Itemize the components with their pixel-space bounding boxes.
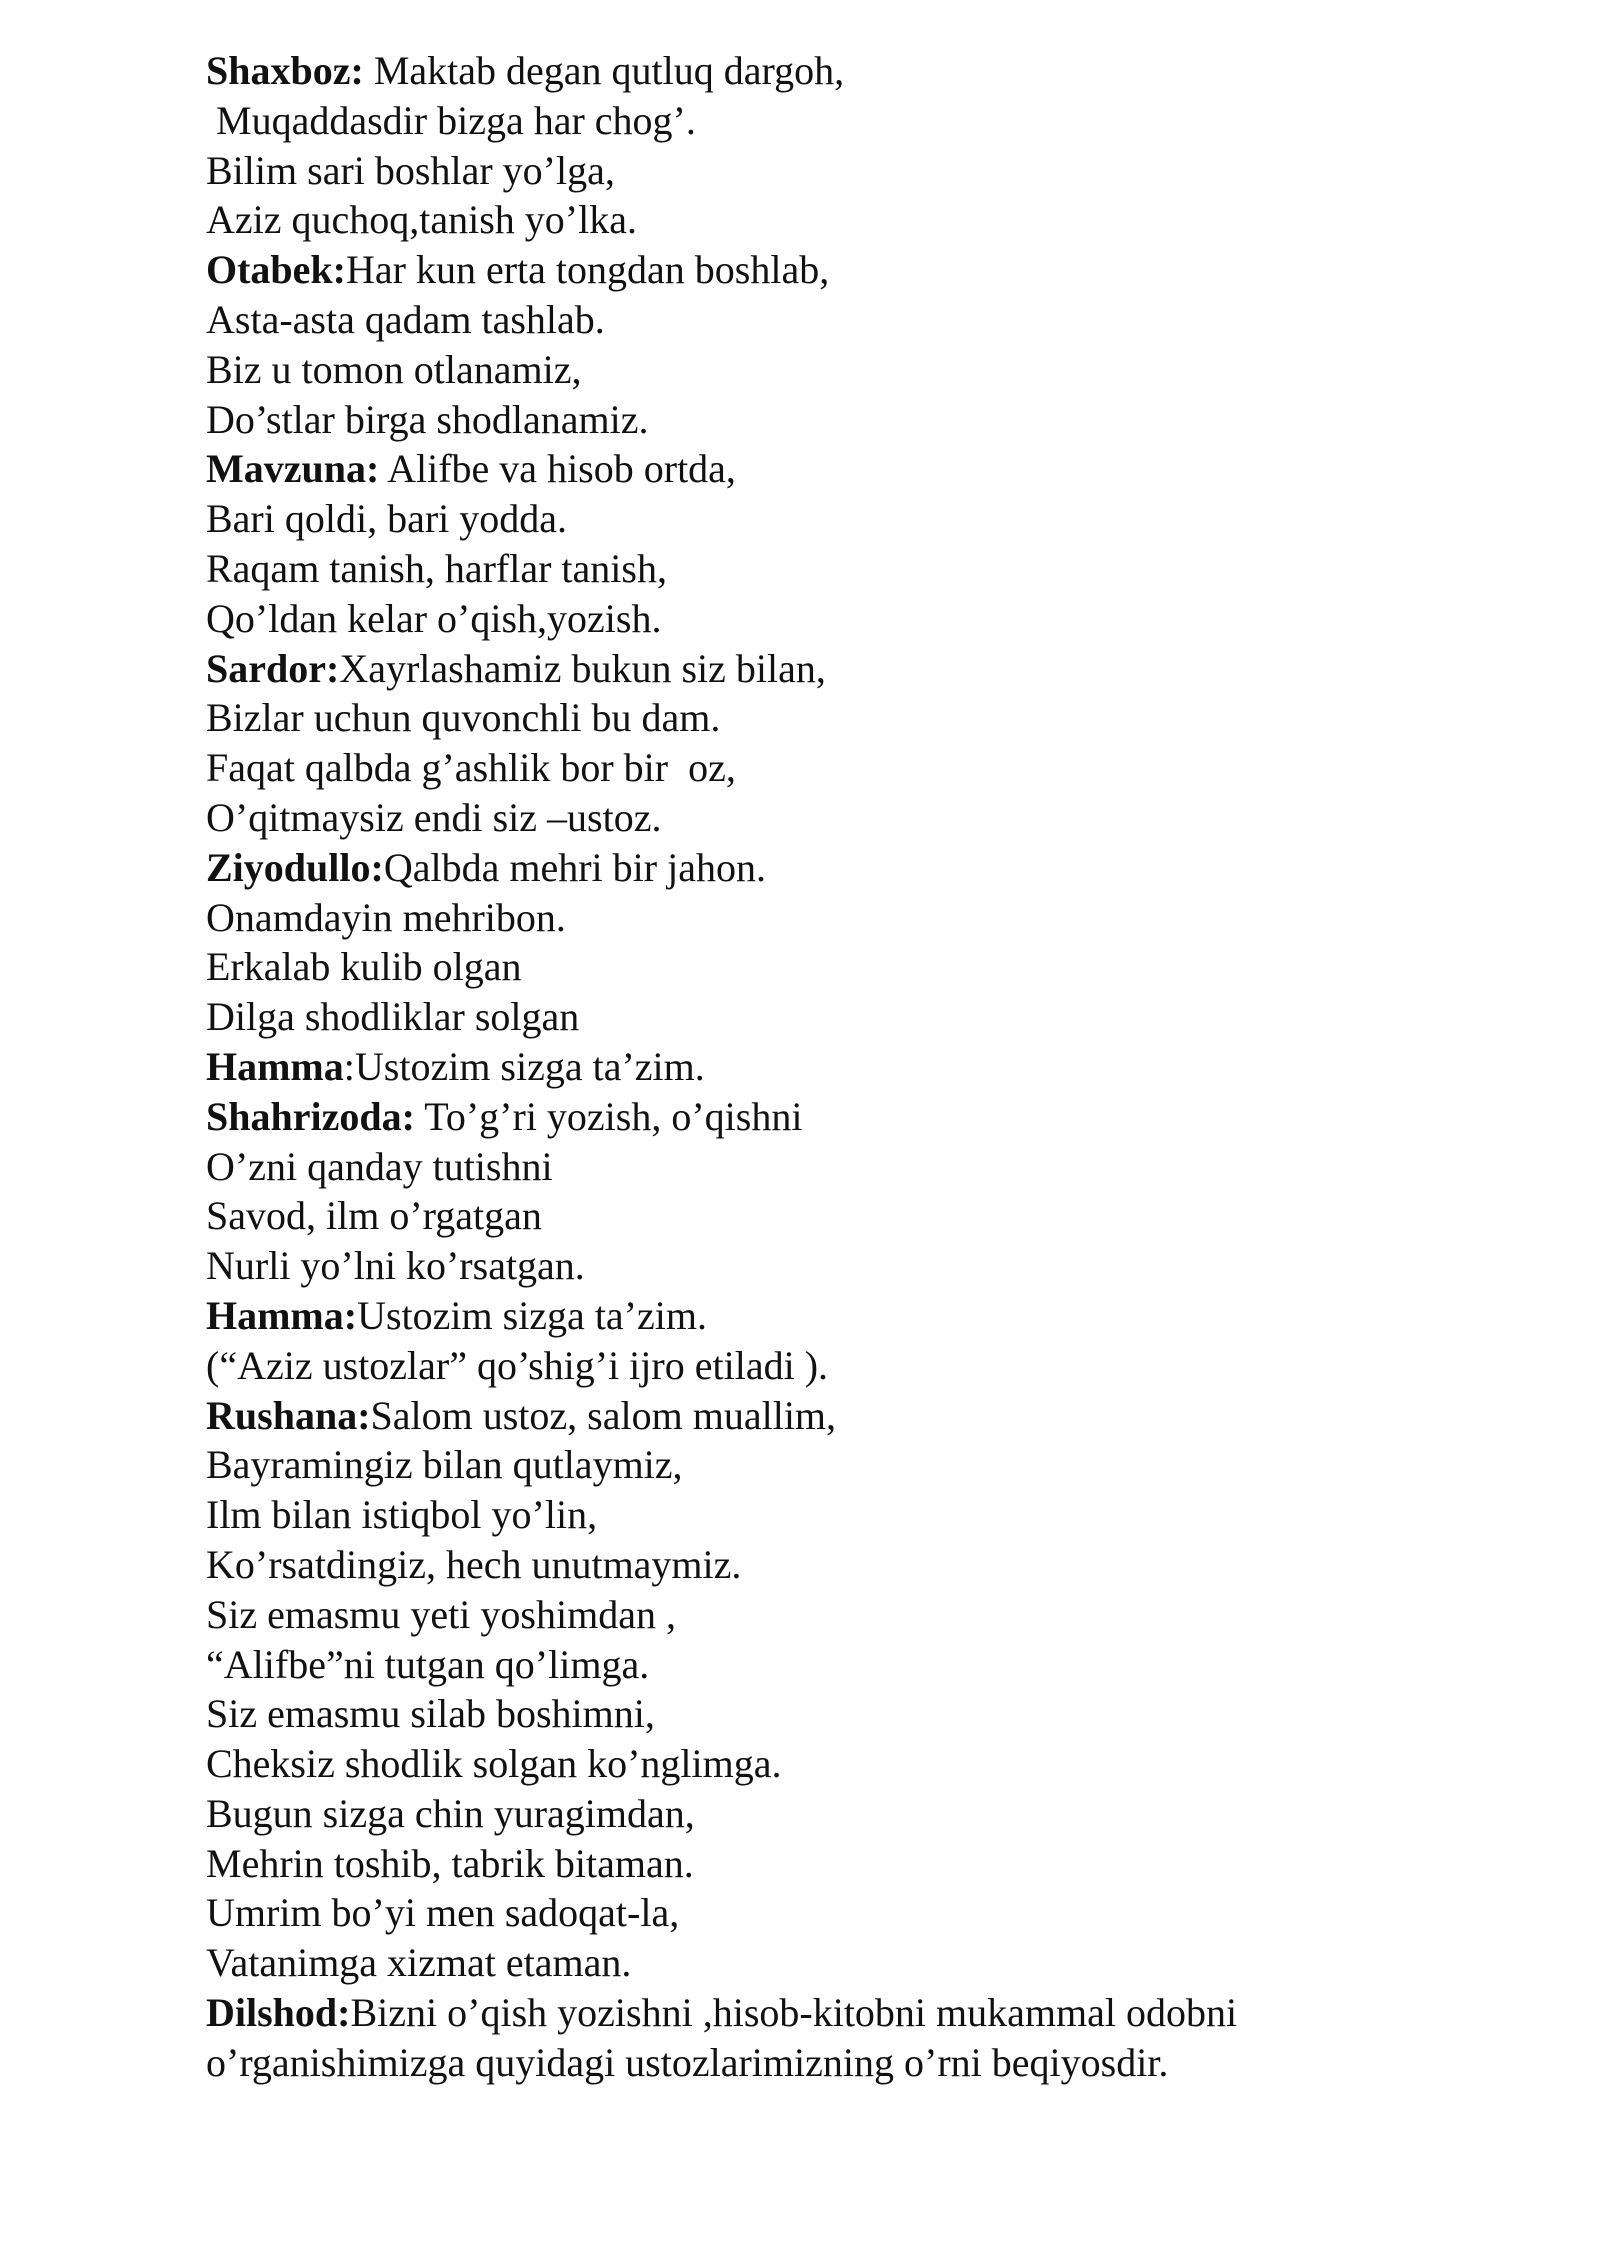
line-text: Dilga shodliklar solgan: [206, 994, 580, 1040]
line-text: “Alifbe”ni tutgan qo’limga.: [206, 1641, 650, 1687]
line-text: O’zni qanday tutishni: [206, 1143, 553, 1189]
line-text: Ustozim sizga ta’zim.: [357, 1292, 707, 1338]
line-text: Do’stlar birga shodlanamiz.: [206, 396, 649, 442]
dialogue-line: [206, 992, 1506, 1042]
speaker-name: Shahrizoda:: [206, 1093, 415, 1139]
dialogue-line: [206, 1440, 1506, 1490]
speaker-name: Mavzuna:: [206, 446, 380, 492]
line-text: Aziz quchoq,tanish yo’lka.: [206, 197, 637, 243]
dialogue-line: [206, 1739, 1506, 1789]
speaker-name: Hamma: [206, 1043, 344, 1089]
dialogue-line: [206, 146, 1506, 196]
dialogue-line: [206, 295, 1506, 345]
dialogue-line: [206, 395, 1506, 445]
line-text: Asta-asta qadam tashlab.: [206, 296, 605, 342]
line-text: Alifbe va hisob ortda,: [379, 446, 736, 492]
line-text: Ko’rsatdingiz, hech unutmaymiz.: [206, 1541, 742, 1587]
speaker-name: Sardor:: [206, 645, 340, 691]
dialogue-line: [206, 1191, 1506, 1241]
dialogue-line-with-speaker: [206, 444, 1506, 494]
dialogue-line-with-speaker: [206, 644, 1506, 694]
dialogue-line-with-speaker: [206, 1291, 1506, 1341]
dialogue-line: [206, 793, 1506, 843]
dialogue-line: [206, 494, 1506, 544]
dialogue-line: [206, 345, 1506, 395]
dialogue-line: [206, 1490, 1506, 1540]
line-text: Muqaddasdir bizga har chog’.: [206, 97, 696, 143]
dialogue-line: [206, 693, 1506, 743]
line-text: Siz emasmu silab boshimni,: [206, 1691, 655, 1737]
line-text: (“Aziz ustozlar” qo’shig’i ijro etiladi ).: [206, 1342, 829, 1388]
dialogue-line-with-speaker: [206, 1092, 1506, 1142]
line-text: Onamdayin mehribon.: [206, 894, 566, 940]
poem-text-block: [206, 46, 1506, 2088]
line-text: To’g’ri yozish, o’qishni: [414, 1093, 803, 1139]
line-text: Bayramingiz bilan qutlaymiz,: [206, 1442, 683, 1488]
line-text: o’rganishimizga quyidagi ustozlarimizning o’rni beqiyosdir.: [206, 2039, 1169, 2085]
dialogue-line: [206, 1839, 1506, 1889]
speaker-name: Hamma:: [206, 1292, 358, 1338]
line-text: Qalbda mehri bir jahon.: [383, 844, 766, 890]
line-text: Bizni o’qish yozishni ,hisob-kitobni mukammal odobni: [350, 1990, 1238, 2036]
line-text: Bugun sizga chin yuragimdan,: [206, 1790, 695, 1836]
dialogue-line: [206, 942, 1506, 992]
dialogue-line-with-speaker: [206, 1988, 1506, 2038]
line-text: Mehrin toshib, tabrik bitaman.: [206, 1840, 694, 1886]
line-text: Har kun erta tongdan boshlab,: [346, 247, 830, 293]
line-text: Erkalab kulib olgan: [206, 944, 522, 990]
dialogue-line-with-speaker: [206, 46, 1506, 96]
dialogue-line: [206, 1640, 1506, 1690]
line-text: Vatanimga xizmat etaman.: [206, 1940, 632, 1986]
line-text: Bilim sari boshlar yo’lga,: [206, 147, 615, 193]
line-text: Bizlar uchun quvonchli bu dam.: [206, 695, 721, 741]
line-text: Biz u tomon otlanamiz,: [206, 346, 582, 392]
dialogue-line-with-speaker: [206, 843, 1506, 893]
line-text: Savod, ilm o’rgatgan: [206, 1193, 542, 1239]
dialogue-line: [206, 195, 1506, 245]
speaker-name: Otabek:: [206, 247, 346, 293]
dialogue-line: [206, 743, 1506, 793]
dialogue-line: [206, 1689, 1506, 1739]
dialogue-line: [206, 1341, 1506, 1391]
speaker-name: Dilshod:: [206, 1990, 351, 2036]
dialogue-line-with-speaker: [206, 245, 1506, 295]
line-text: Ilm bilan istiqbol yo’lin,: [206, 1492, 598, 1538]
line-text: Bari qoldi, bari yodda.: [206, 496, 568, 542]
line-text: Salom ustoz, salom muallim,: [370, 1392, 837, 1438]
dialogue-line: [206, 2038, 1506, 2088]
line-text: Siz emasmu yeti yoshimdan ,: [206, 1591, 676, 1637]
dialogue-line: [206, 1789, 1506, 1839]
dialogue-line: [206, 96, 1506, 146]
line-text: O’qitmaysiz endi siz –ustoz.: [206, 794, 662, 840]
speaker-name: Shaxboz:: [206, 48, 364, 93]
line-text: Cheksiz shodlik solgan ko’nglimga.: [206, 1741, 782, 1787]
line-text: Xayrlashamiz bukun siz bilan,: [339, 645, 826, 691]
line-text: Raqam tanish, harflar tanish,: [206, 545, 667, 591]
dialogue-line: [206, 1888, 1506, 1938]
dialogue-line-with-speaker: [206, 1391, 1506, 1441]
dialogue-line: [206, 893, 1506, 943]
dialogue-line: [206, 1540, 1506, 1590]
dialogue-line: [206, 1142, 1506, 1192]
speaker-name: Rushana:: [206, 1392, 371, 1438]
dialogue-line: [206, 1241, 1506, 1291]
line-text: Umrim bo’yi men sadoqat-la,: [206, 1890, 680, 1936]
dialogue-line: [206, 544, 1506, 594]
line-text: :Ustozim sizga ta’zim.: [343, 1043, 705, 1089]
dialogue-line: [206, 1938, 1506, 1988]
dialogue-line: [206, 594, 1506, 644]
line-text: Nurli yo’lni ko’rsatgan.: [206, 1243, 585, 1289]
dialogue-line-with-speaker: [206, 1042, 1506, 1092]
speaker-name: Ziyodullo:: [206, 844, 384, 890]
line-text: Maktab degan qutluq dargoh,: [363, 48, 845, 93]
line-text: Faqat qalbda g’ashlik bor bir oz,: [206, 745, 736, 791]
dialogue-line: [206, 1590, 1506, 1640]
line-text: Qo’ldan kelar o’qish,yozish.: [206, 595, 662, 641]
